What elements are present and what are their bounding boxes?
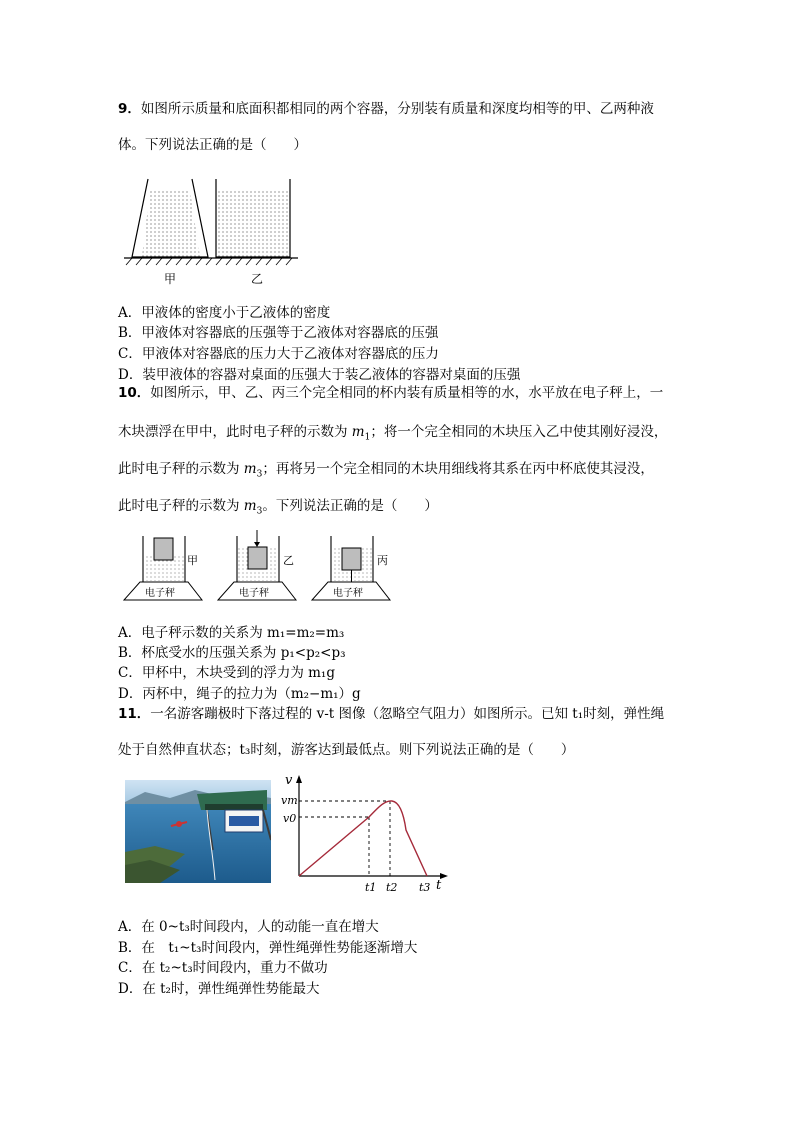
q9-option-c: C．甲液体对容器底的压力大于乙液体对容器底的压力 xyxy=(118,346,439,362)
q11-option-a: A．在 0~t₃时间段内，人的动能一直在增大 xyxy=(118,919,379,935)
q11-option-d: D．在 t₂时，弹性绳弹性势能最大 xyxy=(118,981,320,997)
cup-label-jia: 甲 xyxy=(187,554,198,567)
ground-hatching xyxy=(126,258,292,265)
t-label: t xyxy=(436,878,442,893)
m2-sub: 3 xyxy=(256,469,263,480)
cup-label-yi: 乙 xyxy=(283,554,294,567)
q11-option-b: B．在 t₁~t₃时间段内，弹性绳弹性势能逐渐增大 xyxy=(118,940,418,956)
q10-option-a: A．电子秤示数的关系为 m₁=m₂=m₃ xyxy=(118,625,345,641)
q9-line1 xyxy=(118,97,654,117)
q11-text1: 一名游客蹦极时下落过程的 v-t 图像（忽略空气阻力）如图所示。已知 t₁时刻，弹性绳 xyxy=(150,706,665,722)
label-jia: 甲 xyxy=(164,272,177,286)
q10-number: 10． xyxy=(118,385,151,401)
t3-label: t3 xyxy=(419,881,431,894)
vm-label: vm xyxy=(281,794,298,807)
container-jia-liquid xyxy=(142,191,200,257)
cup-jia xyxy=(124,536,202,600)
q10-option-c: C．甲杯中，木块受到的浮力为 m₁g xyxy=(118,665,335,681)
cup-label-bing: 丙 xyxy=(377,554,388,567)
bungee-photo xyxy=(125,780,271,883)
q10-line3 xyxy=(118,457,654,480)
q10-text4a: 此时电子秤的示数为 xyxy=(118,498,244,514)
q10-line4 xyxy=(118,494,438,517)
q9-option-b: B．甲液体对容器底的压强等于乙液体对容器底的压强 xyxy=(118,325,439,341)
q9-number: 9． xyxy=(118,101,141,117)
m1-sub: 1 xyxy=(364,432,371,443)
q10-text3a: 此时电子秤的示数为 xyxy=(118,461,244,477)
container-yi-liquid xyxy=(217,191,289,257)
q9-line2: 体。下列说法正确的是（ ） xyxy=(118,137,307,153)
q10-text4b: 。下列说法正确的是（ ） xyxy=(262,498,438,514)
q10-line1 xyxy=(118,381,663,401)
q10-text2b: ；将一个完全相同的木块压入乙中使其刚好浸没， xyxy=(370,424,668,440)
q10-text1: 如图所示，甲、乙、丙三个完全相同的杯内装有质量相等的水，水平放在电子秤上，一 xyxy=(150,385,664,401)
v-label: v xyxy=(285,773,293,788)
q9-option-d: D．装甲液体的容器对桌面的压强大于装乙液体的容器对桌面的压强 xyxy=(118,367,521,383)
q11-number: 11． xyxy=(118,706,151,722)
q10-option-d: D．丙杯中，绳子的拉力为（m₂−m₁）g xyxy=(118,686,361,702)
q9-option-a: A．甲液体的密度小于乙液体的密度 xyxy=(118,305,331,321)
scale-label-1: 电子秤 xyxy=(145,588,175,599)
m3-sub: 3 xyxy=(256,506,263,517)
vt-graph xyxy=(280,770,450,898)
scale-label-3: 电子秤 xyxy=(333,588,363,599)
v0-label: v0 xyxy=(283,812,297,825)
q11-option-c: C．在 t₂~t₃时间段内，重力不做功 xyxy=(118,960,328,976)
label-yi: 乙 xyxy=(251,272,264,286)
q10-line2 xyxy=(118,420,667,443)
q11-line2: 处于自然伸直状态；t₃时刻，游客达到最低点。则下列说法正确的是（ ） xyxy=(118,742,575,758)
scale-label-2: 电子秤 xyxy=(239,588,269,599)
m3-symbol: m xyxy=(243,498,257,514)
cup-yi xyxy=(218,530,296,600)
q10-text2a: 木块漂浮在甲中，此时电子秤的示数为 xyxy=(118,424,352,440)
t1-label: t1 xyxy=(365,881,377,894)
q10-text3b: ；再将另一个完全相同的木块用细线将其系在丙中杯底使其浸没， xyxy=(262,461,654,477)
q10-figure xyxy=(118,528,398,608)
velocity-curve xyxy=(299,801,427,876)
q11-line1 xyxy=(118,702,664,722)
m2-symbol: m xyxy=(243,461,257,477)
q9-figure xyxy=(118,175,303,290)
q9-text1: 如图所示质量和底面积都相同的两个容器，分别装有质量和深度均相等的甲、乙两种液 xyxy=(140,101,654,117)
cup-bing xyxy=(312,536,390,600)
m1-symbol: m xyxy=(351,424,365,440)
t2-label: t2 xyxy=(386,881,398,894)
q10-option-b: B．杯底受水的压强关系为 p₁<p₂<p₃ xyxy=(118,645,346,661)
